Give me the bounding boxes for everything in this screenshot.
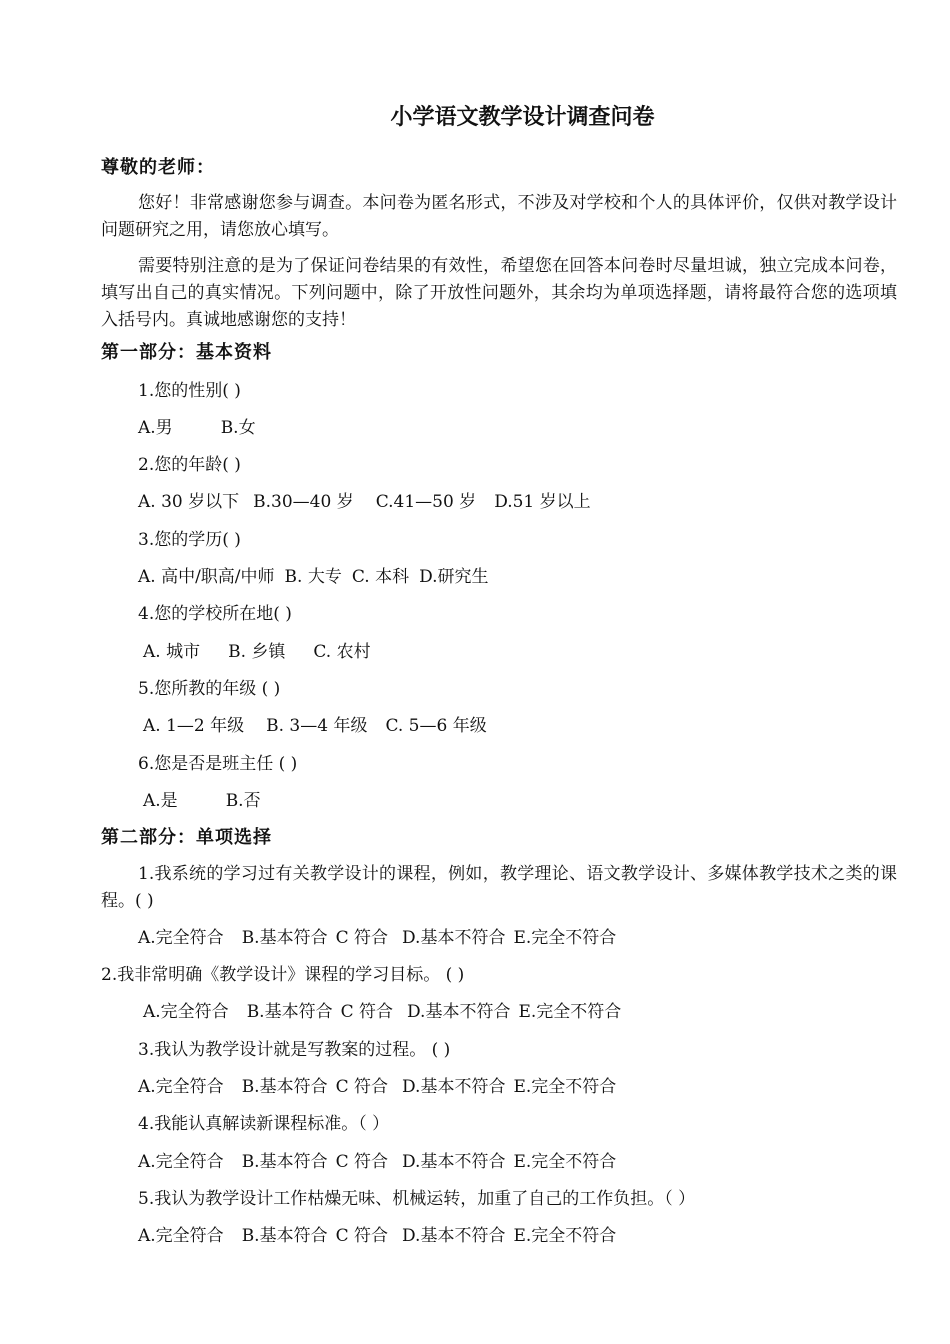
options-grade xyxy=(143,714,487,738)
option[interactable]: E.完全不符合 xyxy=(513,1152,617,1172)
option[interactable]: C.41—50 岁 xyxy=(375,492,477,512)
question-school-location: 4.您的学校所在地( ) xyxy=(138,604,292,624)
part2-heading: 第二部分：单项选择 xyxy=(101,827,272,848)
option[interactable]: D.研究生 xyxy=(419,567,489,587)
option[interactable]: A. 高中/职高/中师 xyxy=(138,567,275,587)
option[interactable]: D.基本不符合 xyxy=(402,928,506,948)
option[interactable]: E.完全不符合 xyxy=(513,1077,617,1097)
option[interactable]: D.基本不符合 xyxy=(402,1152,506,1172)
scale-options xyxy=(138,1224,616,1248)
question-course-goal: 2.我非常明确《教学设计》课程的学习目标。 ( ) xyxy=(101,965,465,985)
question-lesson-plan: 3.我认为教学设计就是写教案的过程。 ( ) xyxy=(138,1040,451,1060)
option[interactable]: B.基本符合 xyxy=(241,1077,328,1097)
question-age: 2.您的年龄( ) xyxy=(138,455,241,475)
option[interactable]: B.基本符合 xyxy=(241,1152,328,1172)
intro-paragraph-2: 需要特别注意的是为了保证问卷结果的有效性，希望您在回答本问卷时尽量坦诚，独立完成本问卷，填写出自己的真实情况。下列问题中，除了开放性问题外，其余均为单项选择题，请将最符合您的选项填入括号内。真诚地感谢您的支持！ xyxy=(101,256,897,330)
option[interactable]: A.是 xyxy=(143,791,178,811)
option[interactable]: A.完全符合 xyxy=(138,1152,224,1172)
options-head-teacher xyxy=(143,789,261,813)
option[interactable]: A.完全符合 xyxy=(138,928,224,948)
option[interactable]: B. 3—4 年级 xyxy=(266,716,368,736)
option[interactable]: B. 大专 xyxy=(284,567,342,587)
option[interactable]: C. 本科 xyxy=(351,567,410,587)
question-course-study: 1.我系统的学习过有关教学设计的课程，例如，教学理论、语文教学设计、多媒体教学技术之类的课程。( ) xyxy=(101,864,897,911)
option[interactable]: B.30—40 岁 xyxy=(253,492,354,512)
option[interactable]: B.否 xyxy=(225,791,261,811)
option[interactable]: E.完全不符合 xyxy=(513,928,617,948)
part1-heading: 第一部分：基本资料 xyxy=(101,342,272,363)
options-gender xyxy=(138,416,256,440)
option[interactable]: A.完全符合 xyxy=(138,1226,224,1246)
option[interactable]: A.完全符合 xyxy=(138,1077,224,1097)
question-education: 3.您的学历( ) xyxy=(138,530,241,550)
option[interactable]: A. 30 岁以下 xyxy=(138,492,240,512)
page-title: 小学语文教学设计调查问卷 xyxy=(390,104,655,130)
options-school-location xyxy=(143,640,371,664)
greeting: 尊敬的老师： xyxy=(101,157,215,178)
option[interactable]: B.基本符合 xyxy=(241,1226,328,1246)
options-education xyxy=(138,565,489,589)
option[interactable]: D.基本不符合 xyxy=(407,1002,511,1022)
question-grade: 5.您所教的年级 ( ) xyxy=(138,679,281,699)
question-curriculum-standard: 4.我能认真解读新课程标准。（ ） xyxy=(138,1114,390,1134)
scale-options xyxy=(138,926,616,950)
option[interactable]: B.女 xyxy=(220,418,256,438)
option[interactable]: A.完全符合 xyxy=(143,1002,229,1022)
options-age xyxy=(138,490,591,514)
option[interactable]: D.基本不符合 xyxy=(402,1226,506,1246)
scale-options xyxy=(138,1075,616,1099)
option[interactable]: C 符合 xyxy=(335,928,389,948)
option[interactable]: C. 农村 xyxy=(313,642,371,662)
option[interactable]: C 符合 xyxy=(335,1226,389,1246)
option[interactable]: C 符合 xyxy=(335,1077,389,1097)
option[interactable]: A. 1—2 年级 xyxy=(143,716,245,736)
option[interactable]: A. 城市 xyxy=(143,642,201,662)
intro-paragraph-1: 您好！非常感谢您参与调查。本问卷为匿名形式，不涉及对学校和个人的具体评价，仅供对教学设计问题研究之用，请您放心填写。 xyxy=(101,193,897,240)
question-head-teacher: 6.您是否是班主任 ( ) xyxy=(138,754,298,774)
option[interactable]: B. 乡镇 xyxy=(228,642,286,662)
option[interactable]: B.基本符合 xyxy=(246,1002,333,1022)
option[interactable]: D.基本不符合 xyxy=(402,1077,506,1097)
option[interactable]: B.基本符合 xyxy=(241,928,328,948)
question-workload: 5.我认为教学设计工作枯燥无味、机械运转，加重了自己的工作负担。（ ） xyxy=(138,1189,696,1209)
option[interactable]: D.51 岁以上 xyxy=(494,492,591,512)
option[interactable]: C 符合 xyxy=(335,1152,389,1172)
question-gender: 1.您的性别( ) xyxy=(138,381,241,401)
option[interactable]: C 符合 xyxy=(340,1002,394,1022)
scale-options xyxy=(138,1150,616,1174)
option[interactable]: C. 5—6 年级 xyxy=(385,716,487,736)
option[interactable]: A.男 xyxy=(138,418,173,438)
option[interactable]: E.完全不符合 xyxy=(518,1002,622,1022)
option[interactable]: E.完全不符合 xyxy=(513,1226,617,1246)
scale-options xyxy=(143,1000,621,1024)
